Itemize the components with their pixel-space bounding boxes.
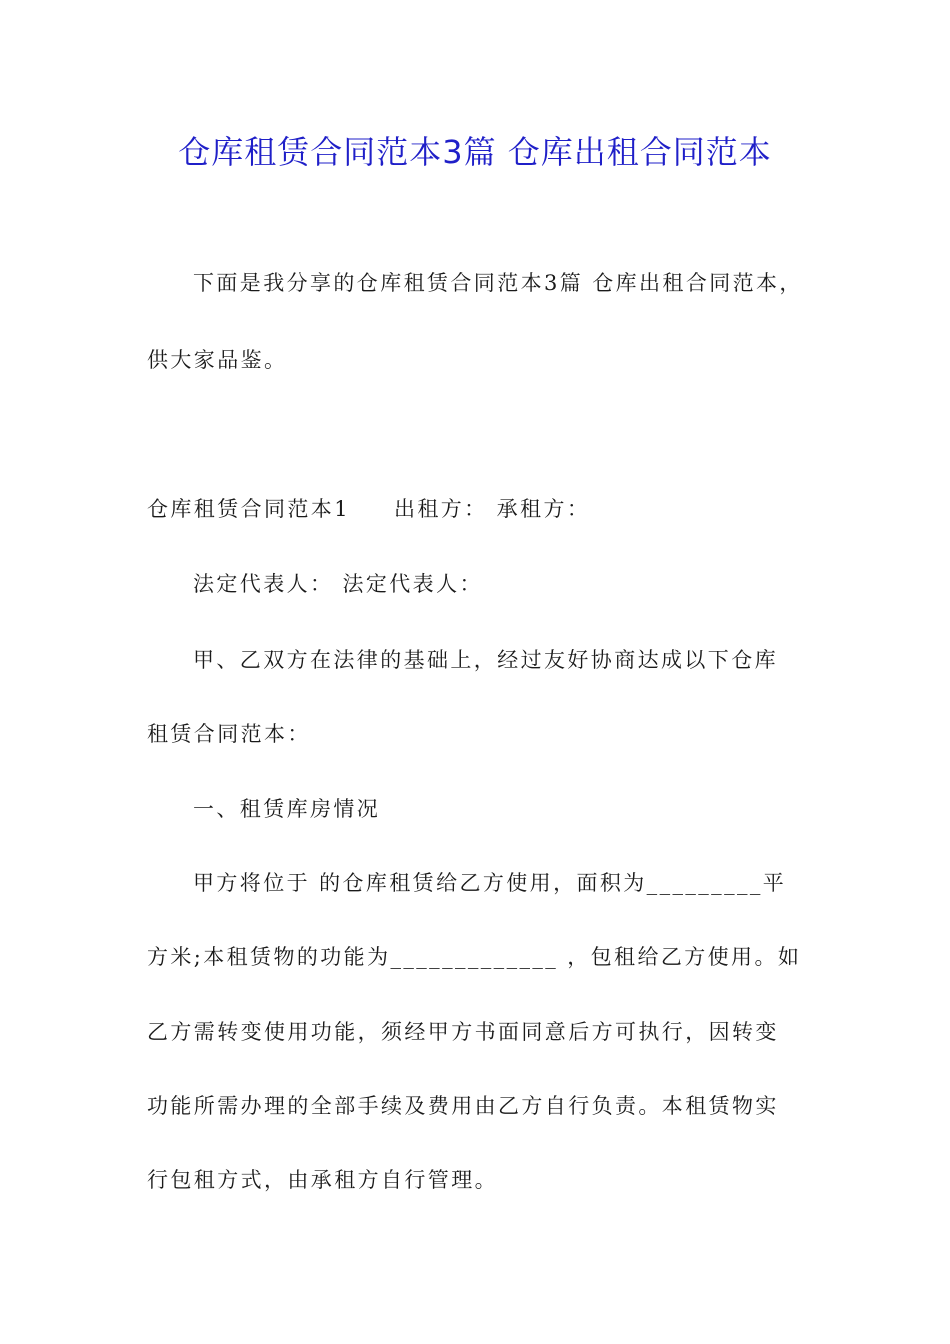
section-1-line: 行包租方式，由承租方自行管理。	[147, 1168, 498, 1192]
intro-line-2: 供大家品鉴。	[147, 348, 288, 372]
contract-heading: 仓库租赁合同范本1	[147, 497, 350, 521]
legal-representatives: 法定代表人： 法定代表人：	[193, 572, 483, 596]
intro-line-1: 下面是我分享的仓库租赁合同范本3篇 仓库出租合同范本，	[193, 271, 803, 295]
section-1-title: 一、租赁库房情况	[193, 797, 381, 821]
preamble-line-2: 租赁合同范本：	[147, 722, 311, 746]
section-1-line: 功能所需办理的全部手续及费用由乙方自行负责。本租赁物实	[147, 1094, 779, 1118]
section-1-line: 甲方将位于 的仓库租赁给乙方使用，面积为_________平	[193, 871, 787, 895]
document-title: 仓库租赁合同范本3篇 仓库出租合同范本	[178, 133, 772, 171]
lessor-label: 出租方：	[393, 497, 488, 521]
preamble-line-1: 甲、乙双方在法律的基础上，经过友好协商达成以下仓库	[193, 648, 778, 672]
section-1-line: 乙方需转变使用功能，须经甲方书面同意后方可执行，因转变	[147, 1020, 779, 1044]
section-1-line: 方米;本租赁物的功能为_____________ ，包租给乙方使用。如	[147, 945, 802, 969]
contract-heading-line	[147, 494, 590, 524]
lessee-label: 承租方：	[496, 497, 591, 521]
